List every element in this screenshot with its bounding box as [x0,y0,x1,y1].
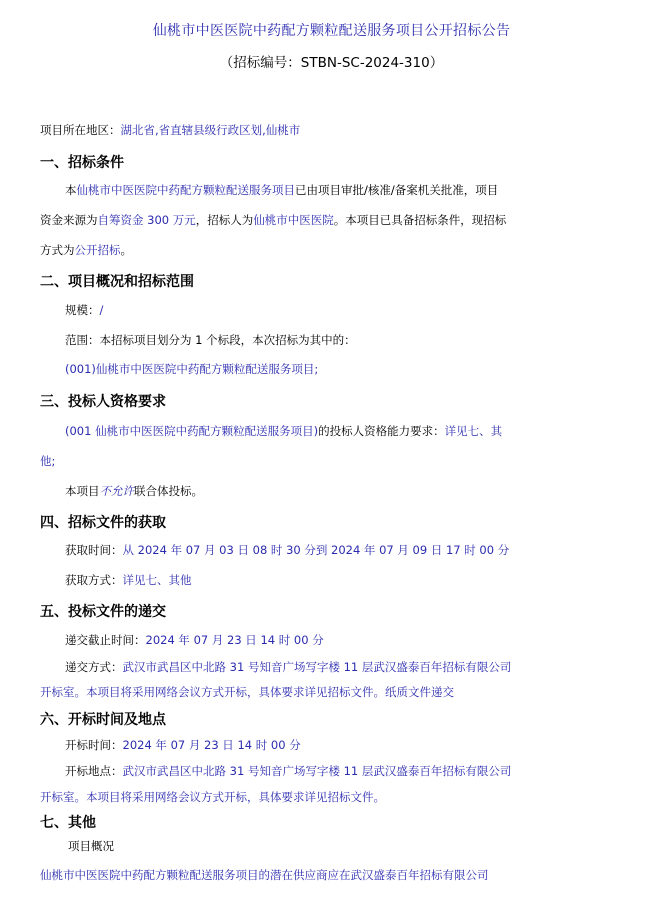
section-1-heading: 一、招标条件 [40,155,124,171]
section-2-heading: 二、项目概况和招标范围 [40,274,194,290]
consortium-status: 不允许 [99,484,134,498]
s2-scale [65,302,103,318]
text: 已由项目审批/核准/备案机关批准，项目 [295,183,499,197]
s1-line-3 [40,242,132,258]
text: 。 [120,243,132,257]
s6-place-line-2: 开标室。本项目将采用网络会议方式开标，具体要求详见招标文件。 [40,790,385,804]
s6-time [65,737,301,753]
s3-requirement-line-2: 他; [40,454,56,468]
section-3-heading: 三、投标人资格要求 [40,394,166,410]
section-7-heading: 七、其他 [40,815,96,831]
place-label: 开标地点： [65,764,123,778]
deadline-label: 递交截止时间： [65,633,146,647]
s2-scope: 范围：本招标项目划分为 1 个标段，本次招标为其中的： [65,333,356,347]
lot-reference: (001 仙桃市中医医院中药配方颗粒配送服务项目) [65,424,319,438]
location-value: 湖北省,省直辖县级行政区划,仙桃市 [120,123,301,137]
deadline-value: 2024 年 07 月 23 日 14 时 00 分 [145,633,324,647]
s5-method-line-2: 开标室。本项目将采用网络会议方式开标，具体要求详见招标文件。纸质文件递交 [40,685,454,699]
project-location [40,122,300,138]
s1-line-1 [65,182,498,198]
tender-method: 公开招标 [74,243,121,257]
project-name: 仙桃市中医医院中药配方颗粒配送服务项目 [76,183,295,197]
location-label: 项目所在地区： [40,123,121,137]
time-value: 2024 年 07 月 23 日 14 时 00 分 [122,738,301,752]
tender-number: （招标编号：STBN-SC-2024-310） [219,55,444,71]
text: ，招标人为 [195,213,254,227]
fund-source: 自筹资金 300 万元 [97,213,196,227]
text: 方式为 [40,243,75,257]
s7-subheading: 项目概况 [68,839,114,853]
time-label: 获取时间： [65,543,123,557]
text: 本项目 [65,484,100,498]
s5-deadline [65,632,324,648]
section-4-heading: 四、招标文件的获取 [40,515,166,531]
text: 联合体投标。 [134,484,203,498]
s4-time [65,542,509,558]
s7-last-line: 仙桃市中医医院中药配方颗粒配送服务项目的潜在供应商应在武汉盛泰百年招标有限公司 [40,868,489,882]
s4-method [65,572,192,588]
text: 本 [65,183,77,197]
time-value: 从 2024 年 07 月 03 日 08 时 30 分到 2024 年 07 月 09 日 17 时 00 分 [122,543,510,557]
text: 的投标人资格能力要求： [318,424,445,438]
time-label: 开标时间： [65,738,123,752]
section-5-heading: 五、投标文件的递交 [40,604,166,620]
text: 。本项目已具备招标条件，现招标 [333,213,507,227]
page-title: 仙桃市中医医院中药配方颗粒配送服务项目公开招标公告 [152,23,511,39]
scale-label: 规模： [65,303,100,317]
s2-lot: (001)仙桃市中医医院中药配方颗粒配送服务项目; [65,362,319,376]
s3-consortium [65,483,203,499]
place-address: 武汉市武昌区中北路 31 号知音广场写字楼 11 层武汉盛泰百年招标有限公司 [122,764,512,778]
method-value: 详见七、其他 [122,573,192,587]
s1-line-2 [40,212,506,228]
section-6-heading: 六、开标时间及地点 [40,712,166,728]
see-other: 详见七、其 [444,424,503,438]
text: 资金来源为 [40,213,98,227]
scale-value: / [99,303,104,317]
tenderer-name: 仙桃市中医医院 [253,213,334,227]
method-label: 递交方式： [65,660,123,674]
method-address: 武汉市武昌区中北路 31 号知音广场写字楼 11 层武汉盛泰百年招标有限公司 [122,660,512,674]
s3-requirement-line-1 [65,423,502,439]
s6-place-line-1 [65,763,511,779]
method-label: 获取方式： [65,573,123,587]
s5-method-line-1 [65,659,511,675]
